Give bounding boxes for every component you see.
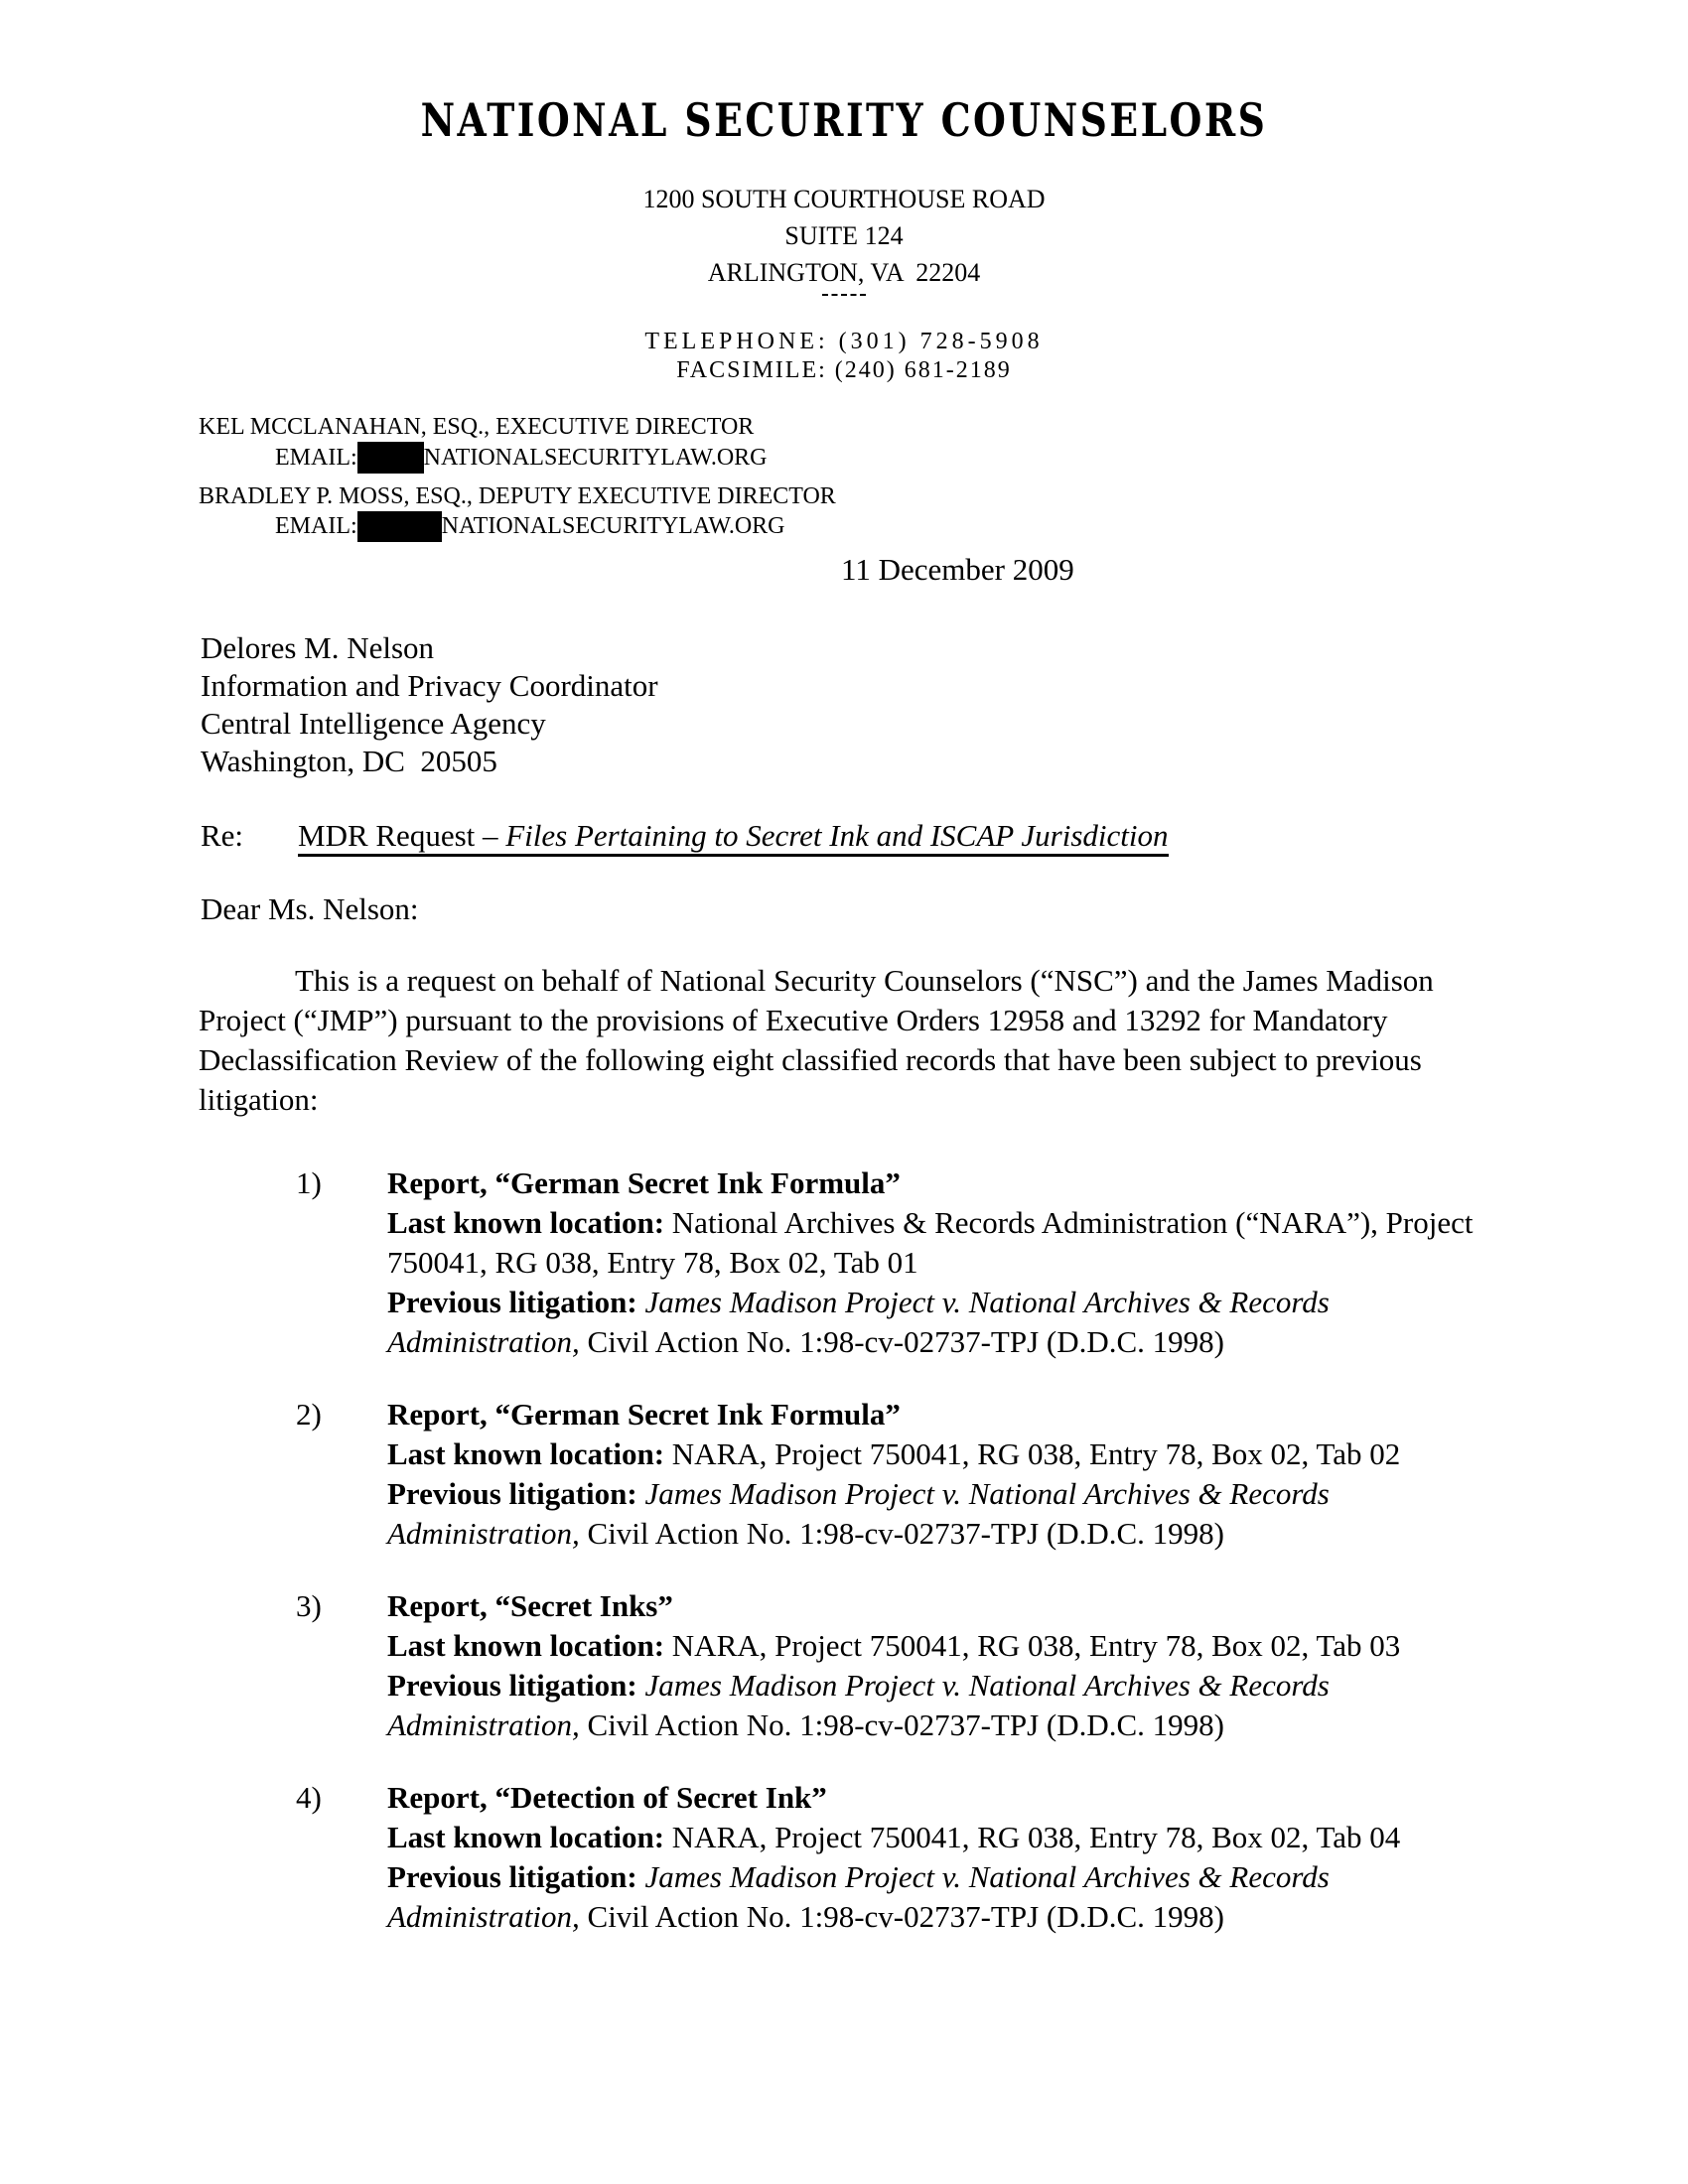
location-label: Last known location: <box>387 1820 665 1854</box>
item-location-line <box>387 1203 1499 1283</box>
address-city: ARLINGTON, VA 22204 <box>707 258 981 287</box>
location-text: National Archives & Records Administration (“NARA”), Project 750041, RG 038, Entry 78, Box 02, Tab 01 <box>387 1205 1474 1280</box>
item-litigation-line <box>387 1474 1499 1554</box>
litigation-label: Previous litigation: <box>387 1476 637 1511</box>
letterhead-address <box>0 181 1688 291</box>
officers-block <box>199 412 836 547</box>
re-label: Re: <box>201 818 244 853</box>
litigation-label: Previous litigation: <box>387 1859 637 1894</box>
item-litigation-line <box>387 1666 1499 1745</box>
item-litigation-line <box>387 1857 1499 1937</box>
officer-email-line <box>275 442 836 478</box>
item-number: 1) <box>296 1165 322 1200</box>
address-separator <box>0 294 1688 300</box>
mdr-item-3 <box>296 1586 1499 1745</box>
email-label: EMAIL: <box>275 513 357 539</box>
item-number: 2) <box>296 1397 322 1432</box>
case-citation: Civil Action No. 1:98-cv-02737-TPJ (D.D.C. 1998) <box>587 1516 1225 1551</box>
redaction-box <box>357 442 424 474</box>
item-number: 4) <box>296 1780 322 1815</box>
item-title: Report, “German Secret Ink Formula” <box>387 1397 901 1432</box>
location-label: Last known location: <box>387 1436 665 1471</box>
salutation: Dear Ms. Nelson: <box>201 891 419 926</box>
mdr-item-4 <box>296 1778 1499 1937</box>
item-litigation-line <box>387 1283 1499 1362</box>
item-location-line <box>387 1818 1499 1857</box>
item-title: Report, “Detection of Secret Ink” <box>387 1780 827 1815</box>
item-title: Report, “Secret Inks” <box>387 1588 673 1623</box>
re-subject-prefix: MDR Request – <box>298 818 506 853</box>
email-domain: NATIONALSECURITYLAW.ORG <box>423 445 768 471</box>
re-line <box>201 818 1169 854</box>
re-subject-title: Files Pertaining to Secret Ink and ISCAP Jurisdiction <box>505 818 1169 853</box>
body-paragraph: This is a request on behalf of National Security Counselors (“NSC”) and the James Madison Project (“JMP”) pursuant to the provisions of Executive Orders 12958 and 13292 for Mandatory Declassification Review of the following eight classified records that have been subject to previous litigation: <box>199 963 1434 1117</box>
case-citation: Civil Action No. 1:98-cv-02737-TPJ (D.D.C. 1998) <box>587 1899 1225 1934</box>
re-subject <box>298 818 1169 857</box>
officer-email-line <box>275 511 836 547</box>
redaction-box <box>357 511 442 542</box>
recipient-title: Information and Privacy Coordinator <box>201 668 658 703</box>
address-street: 1200 SOUTH COURTHOUSE ROAD <box>642 185 1046 213</box>
org-name: NATIONAL SECURITY COUNSELORS <box>420 93 1268 147</box>
recipient-block <box>201 629 658 780</box>
mdr-item-1 <box>296 1163 1499 1362</box>
location-text: NARA, Project 750041, RG 038, Entry 78, Box 02, Tab 02 <box>671 1436 1401 1471</box>
letterhead-contact <box>0 328 1688 385</box>
email-label: EMAIL: <box>275 445 357 471</box>
item-number: 3) <box>296 1588 322 1623</box>
mdr-items-list <box>296 1163 1499 1970</box>
case-name: James Madison Project v. National Archives & Records Administration, <box>387 1285 1330 1359</box>
recipient-organization: Central Intelligence Agency <box>201 706 546 741</box>
mdr-item-2 <box>296 1395 1499 1554</box>
location-label: Last known location: <box>387 1628 665 1663</box>
litigation-label: Previous litigation: <box>387 1668 637 1703</box>
address-suite: SUITE 124 <box>784 221 904 250</box>
officer-executive-director <box>199 412 836 478</box>
telephone-line: TELEPHONE: (301) 728-5908 <box>644 329 1044 354</box>
case-name: James Madison Project v. National Archives & Records Administration, <box>387 1859 1330 1934</box>
item-title: Report, “German Secret Ink Formula” <box>387 1165 901 1200</box>
email-domain: NATIONALSECURITYLAW.ORG <box>441 513 785 539</box>
case-citation: Civil Action No. 1:98-cv-02737-TPJ (D.D.C. 1998) <box>587 1324 1225 1359</box>
location-text: NARA, Project 750041, RG 038, Entry 78, Box 02, Tab 04 <box>671 1820 1401 1854</box>
case-name: James Madison Project v. National Archives & Records Administration, <box>387 1476 1330 1551</box>
litigation-label: Previous litigation: <box>387 1285 637 1319</box>
recipient-name: Delores M. Nelson <box>201 630 435 665</box>
item-location-line <box>387 1626 1499 1666</box>
recipient-city: Washington, DC 20505 <box>201 744 497 778</box>
location-label: Last known location: <box>387 1205 665 1240</box>
facsimile-line: FACSIMILE: (240) 681-2189 <box>676 357 1012 383</box>
letter-date: 11 December 2009 <box>841 552 1074 587</box>
officer-name: KEL MCCLANAHAN, ESQ., EXECUTIVE DIRECTOR <box>199 414 755 440</box>
item-location-line <box>387 1434 1499 1474</box>
case-name: James Madison Project v. National Archives & Records Administration, <box>387 1668 1330 1742</box>
case-citation: Civil Action No. 1:98-cv-02737-TPJ (D.D.C. 1998) <box>587 1707 1225 1742</box>
location-text: NARA, Project 750041, RG 038, Entry 78, Box 02, Tab 03 <box>671 1628 1401 1663</box>
officer-name: BRADLEY P. MOSS, ESQ., DEPUTY EXECUTIVE DIRECTOR <box>199 483 836 509</box>
officer-deputy-executive-director <box>199 481 836 547</box>
